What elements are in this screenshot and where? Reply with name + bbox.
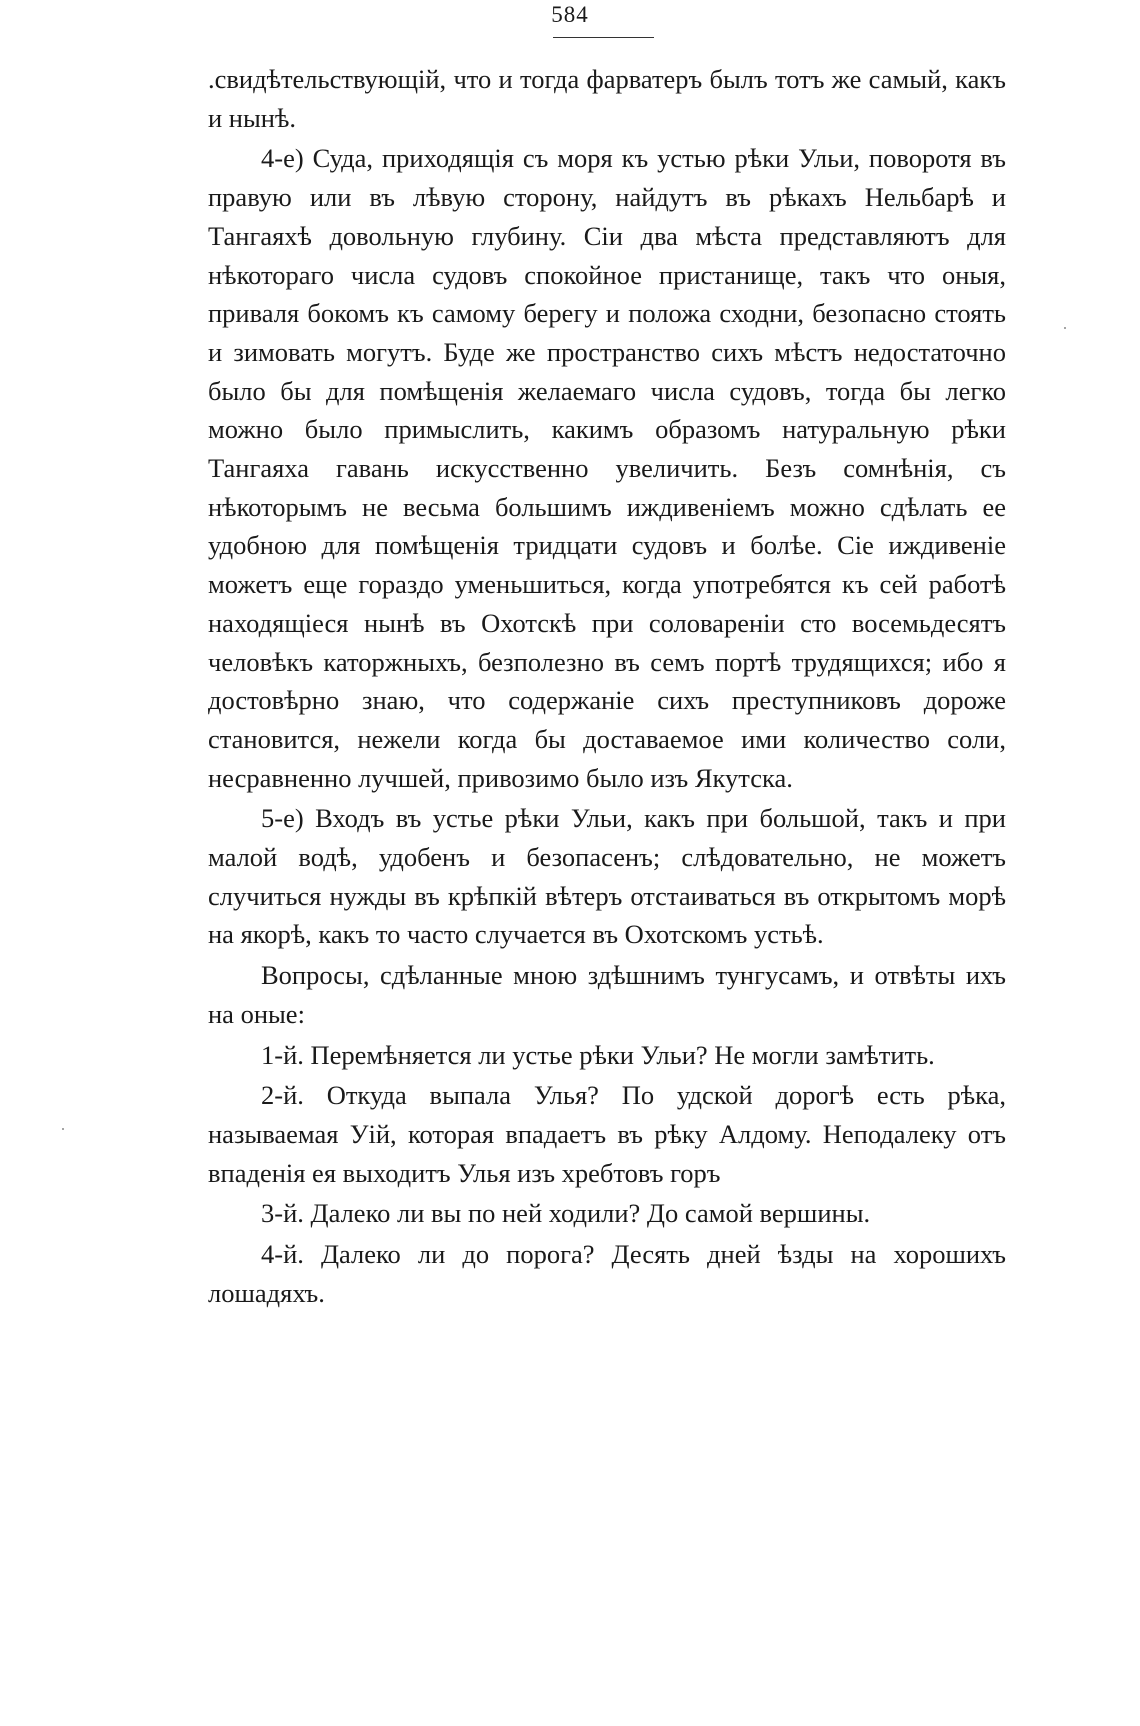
paragraph-continuation: .свидѣтельствующій, что и тогда фарватеръ былъ тотъ же самый, какъ и нынѣ.	[208, 64, 1006, 133]
page-number-rule	[553, 37, 654, 38]
paragraph-question-1: 1-й. Перемѣняется ли устье рѣки Ульи? Не могли замѣтить.	[261, 1039, 935, 1070]
paragraph-question-2: 2-й. Откуда выпала Улья? По удской дорогѣ есть рѣка, называемая Уій, которая впадаетъ въ рѣку Алдому. Неподалеку отъ впаденія ея выходитъ Улья изъ хребтовъ горъ	[208, 1080, 1006, 1188]
page-number: 584	[551, 2, 589, 27]
paragraph-question-3: 3-й. Далеко ли вы по ней ходили? До самой вершины.	[261, 1198, 871, 1229]
paragraph-questions-intro: Вопросы, сдѣланные мною здѣшнимъ тунгусамъ, и отвѣты ихъ на оные:	[208, 960, 1006, 1029]
paragraph-item-5: 5-е) Входъ въ устье рѣки Ульи, какъ при большой, такъ и при малой водѣ, удобенъ и безопасенъ; слѣдовательно, не можетъ случиться нужды въ крѣпкій вѣтеръ отстаиваться въ открытомъ морѣ на якорѣ, какъ то часто случается въ Охотскомъ устьѣ.	[208, 803, 1006, 950]
scan-speck	[62, 1128, 64, 1130]
scan-speck	[1064, 327, 1066, 329]
body-text	[208, 60, 1006, 1315]
paragraph-question-4: 4-й. Далеко ли до порога? Десять дней ѣзды на хорошихъ лошадяхъ.	[208, 1239, 1006, 1308]
paragraph-item-4: 4-е) Суда, приходящія съ моря къ устью рѣки Ульи, поворотя въ правую или въ лѣвую сторону, найдутъ въ рѣкахъ Нельбарѣ и Тангаяхѣ довольную глубину. Сіи два мѣста представляютъ для нѣкотораго числа судовъ спокойное пристанище, такъ что оныя, приваля бокомъ къ самому берегу и положа сходни, безопасно стоять и зимовать могутъ. Буде же пространство сихъ мѣстъ недостаточно было бы для помѣщенія желаемаго числа судовъ, тогда бы легко можно было примыслить, какимъ образомъ натуральную рѣки Тангаяха гавань искусственно увеличить. Безъ сомнѣнія, съ нѣкоторымъ не весьма большимъ иждивеніемъ можно сдѣлать ее удобною для помѣщенія тридцати судовъ и болѣе. Сіе иждивеніе можетъ еще гораздо уменьшиться, когда употребятся къ сей работѣ находящіеся нынѣ въ Охотскѣ при соловареніи сто восемьдесятъ человѣкъ каторжныхъ, безполезно въ семъ портѣ трудящихся; ибо я достовѣрно знаю, что содержаніе сихъ преступниковъ дороже становится, нежели когда бы доставаемое ими количество соли, несравненно лучшей, привозимо было изъ Якутска.	[208, 143, 1006, 793]
